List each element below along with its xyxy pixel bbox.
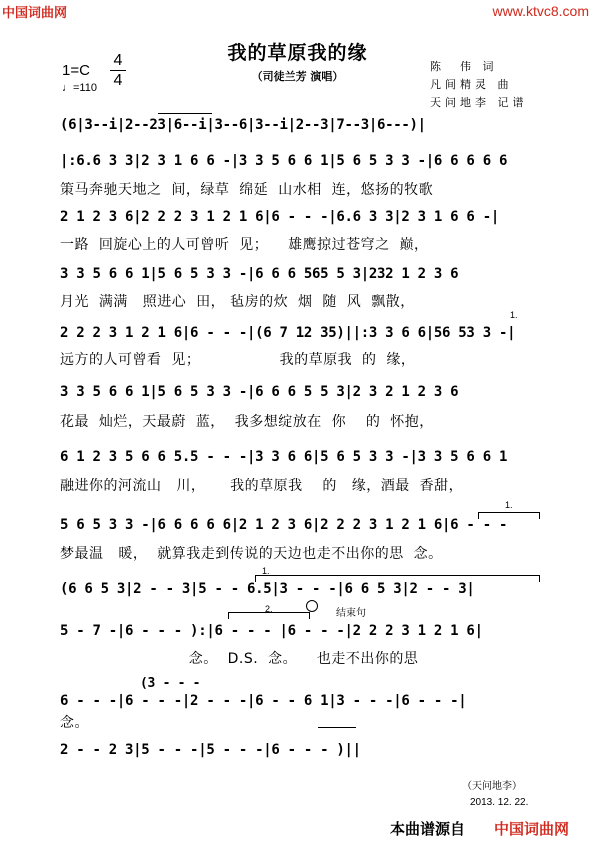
volta-2-bracket: [228, 612, 310, 619]
score-row-8-lyrics: 梦最温 暖， 就算我走到传说的天边也走不出你的思 念。: [60, 546, 443, 562]
score-row-5-notes: 2 2 2 3 1 2 1 6|6 - - -|(6 7 12 35)||:3 3 6 6|56 53 3 -|: [60, 325, 516, 341]
coda-icon: [306, 600, 318, 612]
credit-lyricist: 陈 伟 词: [430, 60, 498, 73]
score-row-2-lyrics: 策马奔驰天地之 间，绿草 绵延 山水相 连，悠扬的牧歌: [60, 182, 434, 198]
score-row-2-notes: |:6.6 3 3|2 3 1 6 6 -|3 3 5 6 6 1|5 6 5 3 3 -|6 6 6 6 6: [60, 153, 508, 169]
key-signature: 1=C: [62, 62, 90, 79]
score-row-6-notes: 3 3 5 6 6 1|5 6 5 3 3 -|6 6 6 5 5 3|2 3 2 1 2 3 6: [60, 384, 459, 400]
volta-1-marker-row8: 1.: [505, 500, 513, 510]
score-row-9-notes: (6 6 5 3|2 - - 3|5 - - 6.5|3 - - -|6 6 5 3|2 - - 3|: [60, 581, 475, 597]
source-label: 本曲谱源自: [390, 820, 466, 838]
score-row-6-lyrics: 花最 灿烂，天最蔚 蓝， 我多想绽放在 你 的 怀抱，: [60, 414, 434, 430]
credit-transcriber: 天问地李 记谱: [430, 96, 528, 109]
score-row-12-notes: 2 - - 2 3|5 - - -|5 - - -|6 - - - )||: [60, 742, 361, 758]
score-row-5-lyrics: 远方的人可曾看 见； 我的草原我 的 缘，: [60, 352, 416, 368]
score-row-10-notes: 5 - 7 -|6 - - - ):|6 - - - |6 - - -|2 2 2 3 1 2 1 6|: [60, 623, 483, 639]
coda-label: 结束句: [336, 608, 366, 619]
score-row-7-lyrics: 融进你的河流山 川， 我的草原我 的 缘，酒最 香甜，: [60, 478, 464, 494]
arranger-signoff: （天问地李）: [462, 781, 522, 792]
time-signature-bar: [110, 70, 126, 71]
ossia-top: (3 - - -: [140, 676, 201, 691]
source-site-link[interactable]: 中国词曲网: [494, 820, 570, 838]
time-signature: [110, 52, 126, 89]
singer: （司徒兰芳 演唱）: [251, 70, 344, 83]
score-row-4-lyrics: 月光 满满 照进心 田， 毡房的炊 烟 随 风 飘散，: [60, 294, 415, 310]
score-row-3-lyrics: 一路 回旋心上的人可曾听 见； 雄鹰掠过苍穹之 巅，: [60, 237, 429, 253]
credit-composer: 凡间精灵 曲: [430, 78, 513, 91]
score-row-3-notes: 2 1 2 3 6|2 2 2 3 1 2 1 6|6 - - -|6.6 3 3|2 3 1 6 6 -|: [60, 209, 499, 225]
watermark-right: www.ktvc8.com: [492, 3, 589, 19]
time-signature-bottom: 4: [113, 72, 123, 89]
watermark-left: 中国词曲网: [2, 6, 68, 21]
volta-1-marker-interlude: 1.: [262, 566, 270, 576]
score-row-11-notes: 6 - - -|6 - - -|2 - - -|6 - - 6 1|3 - - -|6 - - -|: [60, 693, 467, 709]
tempo-marking: ♩=110: [62, 82, 97, 94]
score-row-11-lyrics: 念。: [60, 715, 89, 731]
tie-arc: [158, 113, 212, 114]
fermata-line: [318, 727, 356, 728]
score-row-1-notes: (6|3--i|2--23|6--i|3--6|3--i|2--3|7--3|6---)|: [60, 117, 426, 133]
score-row-7-notes: 6 1 2 3 5 6 6 5.5 - - -|3 3 6 6|5 6 5 3 3 -|3 3 5 6 6 1: [60, 449, 508, 465]
arrangement-date: 2013. 12. 22.: [470, 797, 529, 808]
score-row-4-notes: 3 3 5 6 6 1|5 6 5 3 3 -|6 6 6 565 5 3|232 1 2 3 6: [60, 266, 459, 282]
time-signature-top: 4: [113, 52, 123, 69]
score-row-8-notes: 5 6 5 3 3 -|6 6 6 6 6|2 1 2 3 6|2 2 2 3 1 2 1 6|6 - - -: [60, 517, 508, 533]
volta-1-marker-top: 1.: [510, 310, 518, 320]
song-title: 我的草原我的缘: [227, 42, 368, 64]
score-row-10-lyrics: 念。 D.S. 念。 也走不出你的思: [60, 651, 419, 667]
volta-2-marker: 2.: [265, 604, 273, 614]
